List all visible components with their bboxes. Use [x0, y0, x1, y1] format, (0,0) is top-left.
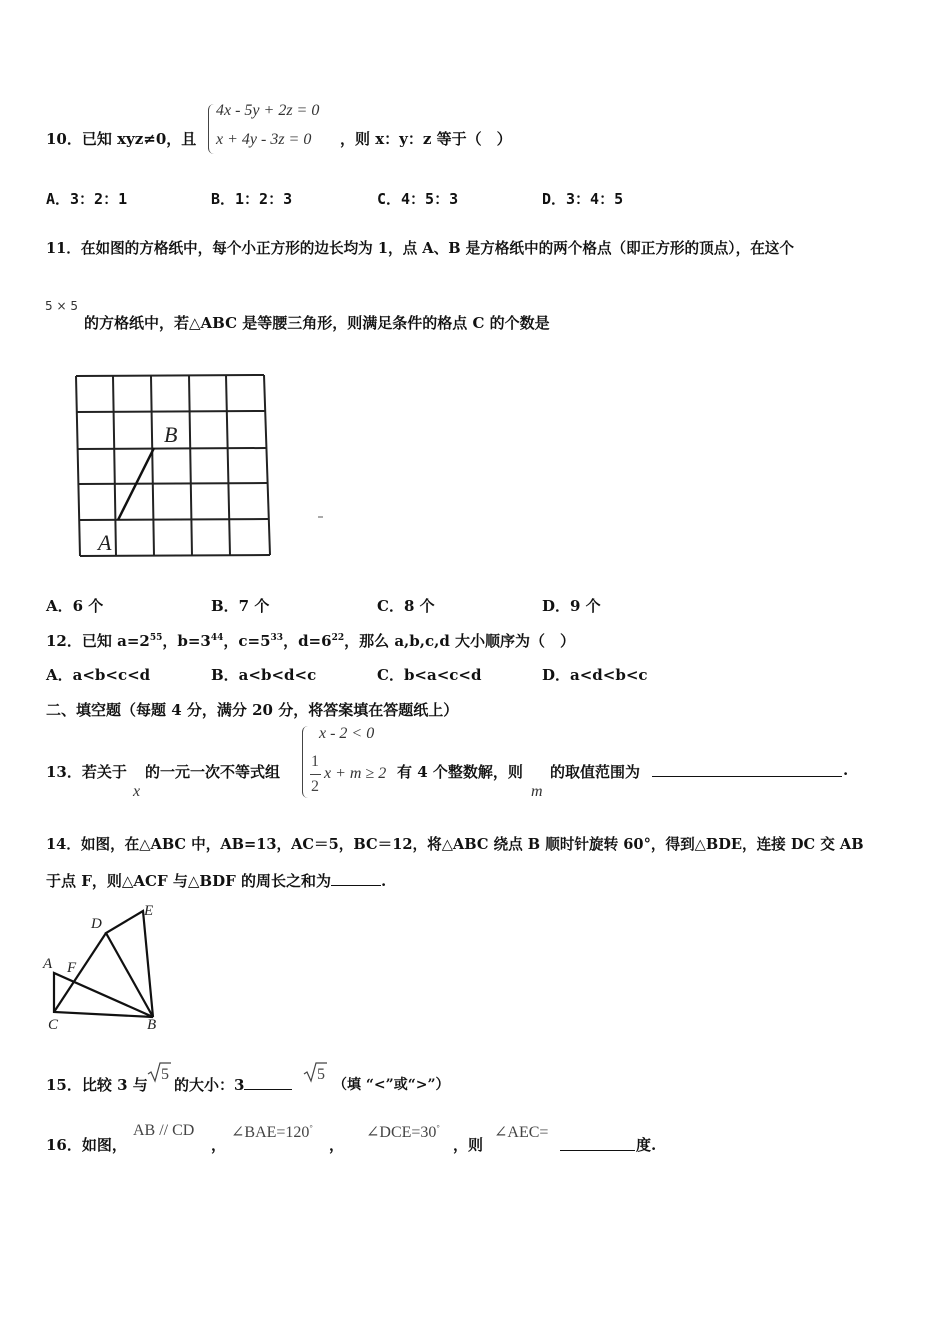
q12-option-d: D．a<d<b<c [542, 666, 648, 684]
q11-stem-line2: 的方格纸中，若△ABC 是等腰三角形，则满足条件的格点 C 的个数是 [84, 314, 550, 332]
q13-inequality-2: x + m ≥ 2 [324, 765, 387, 782]
q13-var-x: x [133, 783, 141, 800]
q15-stem-2: 的大小：3 [174, 1074, 292, 1095]
label-d: D [91, 916, 102, 932]
q15-sqrt-2 [302, 1060, 328, 1084]
q16-condition-bae: ∠BAE=120° [231, 1123, 313, 1141]
q15-stem-1: 15．比较 3 与 [46, 1076, 148, 1094]
q10-stem-end: ，则 x：y：z 等于（ ） [340, 130, 512, 148]
scan-mark [318, 516, 323, 518]
q10-system-brace [208, 104, 215, 154]
q13-end: . [843, 761, 849, 779]
q13-stem-3: 有 4 个整数解，则 [397, 763, 523, 781]
q11-option-a: A．6 个 [46, 597, 104, 615]
q11-option-b: B．7 个 [211, 597, 270, 615]
q14-answer-blank[interactable] [331, 885, 381, 886]
q12-option-c: C．b<a<c<d [377, 666, 482, 684]
q14-triangle-figure [40, 900, 170, 1035]
section-2-heading: 二、填空题（每题 4 分，满分 20 分，将答案填在答题纸上） [46, 701, 459, 719]
q11-stem-line1: 11．在如图的方格纸中，每个小正方形的边长均为 1，点 A、B 是方格纸中的两个格点（即正方形的顶点），在这个 [46, 240, 794, 257]
q13-system-brace [302, 726, 310, 798]
q16-stem-3: 度. [636, 1136, 657, 1154]
q14-stem-line1: 14．如图，在△ABC 中，AB=13，AC＝5，BC＝12，将△ABC 绕点 B 顺时针旋转 60°，得到△BDE，连接 DC 交 AB [46, 836, 864, 853]
q13-fraction-numerator: 1 [311, 753, 319, 770]
q10-stem: 10．已知 xyz≠0，且 [46, 130, 197, 148]
q12-option-b: B．a<b<d<c [211, 666, 317, 684]
point-b-label: B [164, 422, 178, 447]
q13-stem-1: 13．若关于 [46, 763, 127, 781]
q10-equation-1: 4x - 5y + 2z = 0 [216, 102, 320, 119]
q16-comma-1: ， [211, 1136, 227, 1154]
q13-inequality-1: x - 2 < 0 [319, 725, 375, 742]
q16-comma-2: ， [329, 1136, 345, 1154]
q16-answer-blank[interactable] [560, 1150, 635, 1151]
q10-equation-2: x + 4y - 3z = 0 [216, 131, 312, 148]
q15-sqrt-1 [146, 1060, 172, 1084]
q16-target-angle: ∠AEC= [494, 1124, 549, 1141]
q11-grid-size: 5 × 5 [45, 299, 78, 313]
label-e: E [144, 903, 154, 919]
triangle-bde [106, 911, 153, 1017]
triangle-abc [54, 973, 153, 1017]
q16-stem-2: ，则 [453, 1136, 484, 1154]
q13-stem-2: 的一元一次不等式组 [145, 763, 281, 781]
label-b: B [147, 1017, 157, 1033]
point-a-label: A [98, 530, 112, 555]
q13-stem-4: 的取值范围为 [550, 763, 641, 781]
q14-stem-line2: 于点 F，则△ACF 与△BDF 的周长之和为 . [46, 872, 387, 890]
q10-option-b: B．1：2：3 [211, 190, 293, 208]
q16-stem-1: 16．如图， [46, 1136, 127, 1154]
q13-fraction-bar [310, 774, 321, 775]
label-f: F [67, 960, 77, 976]
q16-condition-dce: ∠DCE=30° [366, 1123, 440, 1141]
q11-option-c: C．8 个 [377, 597, 435, 615]
label-c: C [48, 1017, 59, 1033]
q10-option-d: D．3：4：5 [542, 190, 624, 208]
svg-text:5: 5 [317, 1066, 325, 1083]
svg-text:5: 5 [161, 1066, 169, 1083]
label-a: A [43, 956, 53, 972]
q12-option-a: A．a<b<c<d [46, 666, 151, 684]
q11-option-d: D．9 个 [542, 597, 601, 615]
q13-fraction-denominator: 2 [311, 778, 319, 795]
q10-option-a: A．3：2：1 [46, 190, 128, 208]
q11-grid-figure [70, 370, 280, 565]
q13-answer-blank[interactable] [652, 776, 842, 777]
q15-stem-3: （填 “<”或“>”） [333, 1077, 450, 1093]
q16-condition-parallel: AB // CD [133, 1122, 195, 1139]
q13-var-m: m [531, 783, 543, 800]
segment-dc [54, 933, 106, 1012]
q10-option-c: C．4：5：3 [377, 190, 459, 208]
q12-stem: 12．已知 $a=2^{55}$，$b=3^{44}$，$c=5^{33}$，$d=6^{22}$，那么 a,b,c,d 大小顺序为（ ） [46, 632, 576, 650]
q15-answer-blank[interactable] [244, 1089, 292, 1090]
